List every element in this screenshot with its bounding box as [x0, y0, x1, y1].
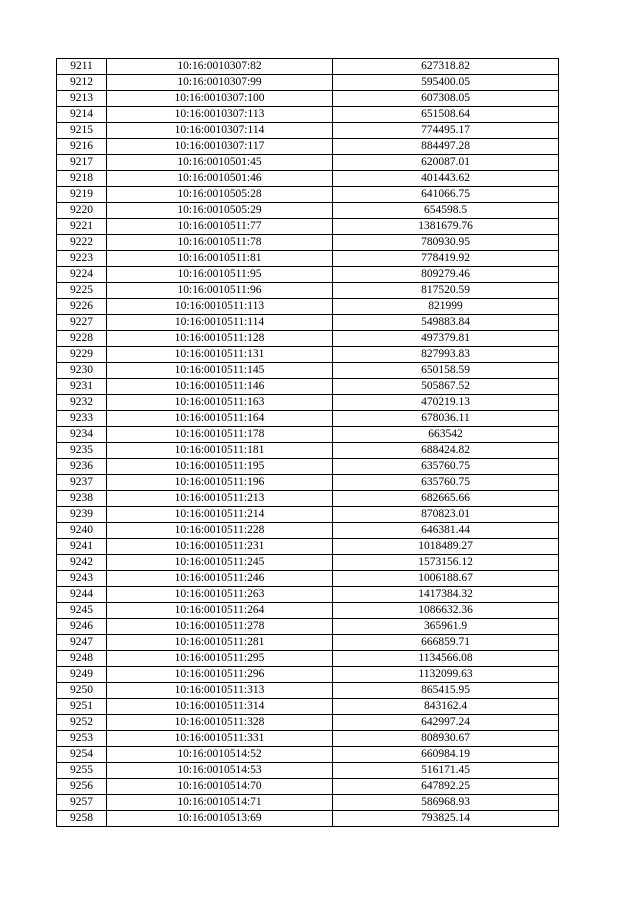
table-row: [57, 811, 559, 827]
value-cell: 821999: [333, 299, 559, 315]
value-cell: 1006188.67: [333, 571, 559, 587]
table-row: [57, 459, 559, 475]
cadastral-number-cell: 10:16:0010511:231: [107, 539, 333, 555]
cadastral-number-cell: 10:16:0010511:114: [107, 315, 333, 331]
cadastral-number-cell: 10:16:0010307:82: [107, 59, 333, 75]
table-row: [57, 427, 559, 443]
table-row: [57, 283, 559, 299]
value-cell: 635760.75: [333, 459, 559, 475]
cadastral-number-cell: 10:16:0010513:69: [107, 811, 333, 827]
table-row: [57, 139, 559, 155]
cadastral-number-cell: 10:16:0010511:214: [107, 507, 333, 523]
row-number-cell: 9244: [57, 587, 107, 603]
cadastral-number-cell: 10:16:0010511:77: [107, 219, 333, 235]
value-cell: 635760.75: [333, 475, 559, 491]
value-cell: 497379.81: [333, 331, 559, 347]
row-number-cell: 9254: [57, 747, 107, 763]
table-row: [57, 699, 559, 715]
row-number-cell: 9218: [57, 171, 107, 187]
row-number-cell: 9242: [57, 555, 107, 571]
cadastral-number-cell: 10:16:0010514:70: [107, 779, 333, 795]
table-row: [57, 395, 559, 411]
row-number-cell: 9233: [57, 411, 107, 427]
value-cell: 470219.13: [333, 395, 559, 411]
value-cell: 1132099.63: [333, 667, 559, 683]
cadastral-number-cell: 10:16:0010511:281: [107, 635, 333, 651]
row-number-cell: 9248: [57, 651, 107, 667]
row-number-cell: 9211: [57, 59, 107, 75]
value-cell: 778419.92: [333, 251, 559, 267]
row-number-cell: 9234: [57, 427, 107, 443]
table-row: [57, 587, 559, 603]
value-cell: 1086632.36: [333, 603, 559, 619]
row-number-cell: 9243: [57, 571, 107, 587]
value-cell: 808930.67: [333, 731, 559, 747]
table-row: [57, 667, 559, 683]
table-row: [57, 523, 559, 539]
value-cell: 1417384.32: [333, 587, 559, 603]
row-number-cell: 9221: [57, 219, 107, 235]
cadastral-number-cell: 10:16:0010505:29: [107, 203, 333, 219]
cadastral-number-cell: 10:16:0010511:296: [107, 667, 333, 683]
row-number-cell: 9257: [57, 795, 107, 811]
cadastral-number-cell: 10:16:0010511:264: [107, 603, 333, 619]
table-row: [57, 347, 559, 363]
row-number-cell: 9227: [57, 315, 107, 331]
table-row: [57, 411, 559, 427]
cadastral-number-cell: 10:16:0010307:100: [107, 91, 333, 107]
row-number-cell: 9212: [57, 75, 107, 91]
row-number-cell: 9240: [57, 523, 107, 539]
cadastral-number-cell: 10:16:0010511:245: [107, 555, 333, 571]
row-number-cell: 9256: [57, 779, 107, 795]
cadastral-number-cell: 10:16:0010511:328: [107, 715, 333, 731]
row-number-cell: 9225: [57, 283, 107, 299]
table-row: [57, 507, 559, 523]
cadastral-number-cell: 10:16:0010511:295: [107, 651, 333, 667]
value-cell: 505867.52: [333, 379, 559, 395]
table-row: [57, 571, 559, 587]
row-number-cell: 9251: [57, 699, 107, 715]
value-cell: 516171.45: [333, 763, 559, 779]
cadastral-number-cell: 10:16:0010501:46: [107, 171, 333, 187]
value-cell: 620087.01: [333, 155, 559, 171]
row-number-cell: 9252: [57, 715, 107, 731]
cadastral-number-cell: 10:16:0010511:146: [107, 379, 333, 395]
table-row: [57, 379, 559, 395]
value-cell: 884497.28: [333, 139, 559, 155]
row-number-cell: 9249: [57, 667, 107, 683]
table-row: [57, 619, 559, 635]
row-number-cell: 9232: [57, 395, 107, 411]
value-cell: 678036.11: [333, 411, 559, 427]
cadastral-number-cell: 10:16:0010511:263: [107, 587, 333, 603]
row-number-cell: 9245: [57, 603, 107, 619]
cadastral-number-cell: 10:16:0010511:95: [107, 267, 333, 283]
row-number-cell: 9224: [57, 267, 107, 283]
value-cell: 780930.95: [333, 235, 559, 251]
value-cell: 401443.62: [333, 171, 559, 187]
table-row: [57, 539, 559, 555]
cadastral-number-cell: 10:16:0010511:113: [107, 299, 333, 315]
value-cell: 774495.17: [333, 123, 559, 139]
value-cell: 641066.75: [333, 187, 559, 203]
row-number-cell: 9213: [57, 91, 107, 107]
cadastral-number-cell: 10:16:0010514:52: [107, 747, 333, 763]
cadastral-number-cell: 10:16:0010511:145: [107, 363, 333, 379]
table-row: [57, 363, 559, 379]
table-row: [57, 203, 559, 219]
cadastral-number-cell: 10:16:0010511:195: [107, 459, 333, 475]
value-cell: 827993.83: [333, 347, 559, 363]
value-cell: 650158.59: [333, 363, 559, 379]
cadastral-number-cell: 10:16:0010511:314: [107, 699, 333, 715]
value-cell: 1573156.12: [333, 555, 559, 571]
cadastral-number-cell: 10:16:0010511:278: [107, 619, 333, 635]
value-cell: 682665.66: [333, 491, 559, 507]
row-number-cell: 9219: [57, 187, 107, 203]
table-body: [57, 59, 559, 827]
cadastral-number-cell: 10:16:0010511:164: [107, 411, 333, 427]
cadastral-number-cell: 10:16:0010505:28: [107, 187, 333, 203]
table-row: [57, 683, 559, 699]
table-row: [57, 299, 559, 315]
table-row: [57, 123, 559, 139]
table-row: [57, 443, 559, 459]
cadastral-number-cell: 10:16:0010511:246: [107, 571, 333, 587]
cadastral-number-cell: 10:16:0010514:71: [107, 795, 333, 811]
cadastral-number-cell: 10:16:0010514:53: [107, 763, 333, 779]
table-row: [57, 267, 559, 283]
value-cell: 843162.4: [333, 699, 559, 715]
value-cell: 549883.84: [333, 315, 559, 331]
cadastral-number-cell: 10:16:0010307:117: [107, 139, 333, 155]
value-cell: 688424.82: [333, 443, 559, 459]
data-table: [56, 58, 559, 827]
table-row: [57, 171, 559, 187]
cadastral-number-cell: 10:16:0010307:113: [107, 107, 333, 123]
cadastral-number-cell: 10:16:0010511:213: [107, 491, 333, 507]
table-row: [57, 155, 559, 171]
table-row: [57, 779, 559, 795]
value-cell: 642997.24: [333, 715, 559, 731]
table-row: [57, 59, 559, 75]
cadastral-number-cell: 10:16:0010511:313: [107, 683, 333, 699]
value-cell: 1381679.76: [333, 219, 559, 235]
row-number-cell: 9238: [57, 491, 107, 507]
cadastral-number-cell: 10:16:0010511:163: [107, 395, 333, 411]
row-number-cell: 9226: [57, 299, 107, 315]
value-cell: 817520.59: [333, 283, 559, 299]
table-row: [57, 795, 559, 811]
row-number-cell: 9216: [57, 139, 107, 155]
cadastral-number-cell: 10:16:0010511:181: [107, 443, 333, 459]
row-number-cell: 9230: [57, 363, 107, 379]
value-cell: 809279.46: [333, 267, 559, 283]
table-row: [57, 187, 559, 203]
value-cell: 595400.05: [333, 75, 559, 91]
table-row: [57, 555, 559, 571]
row-number-cell: 9235: [57, 443, 107, 459]
value-cell: 1018489.27: [333, 539, 559, 555]
row-number-cell: 9250: [57, 683, 107, 699]
cadastral-number-cell: 10:16:0010501:45: [107, 155, 333, 171]
cadastral-number-cell: 10:16:0010307:99: [107, 75, 333, 91]
row-number-cell: 9239: [57, 507, 107, 523]
value-cell: 666859.71: [333, 635, 559, 651]
cadastral-number-cell: 10:16:0010511:128: [107, 331, 333, 347]
value-cell: 607308.05: [333, 91, 559, 107]
row-number-cell: 9247: [57, 635, 107, 651]
row-number-cell: 9229: [57, 347, 107, 363]
cadastral-number-cell: 10:16:0010511:228: [107, 523, 333, 539]
value-cell: 793825.14: [333, 811, 559, 827]
value-cell: 660984.19: [333, 747, 559, 763]
cadastral-number-cell: 10:16:0010511:178: [107, 427, 333, 443]
row-number-cell: 9220: [57, 203, 107, 219]
row-number-cell: 9258: [57, 811, 107, 827]
row-number-cell: 9223: [57, 251, 107, 267]
cadastral-number-cell: 10:16:0010511:196: [107, 475, 333, 491]
row-number-cell: 9217: [57, 155, 107, 171]
cadastral-number-cell: 10:16:0010511:331: [107, 731, 333, 747]
table-row: [57, 91, 559, 107]
table-row: [57, 603, 559, 619]
row-number-cell: 9237: [57, 475, 107, 491]
value-cell: 654598.5: [333, 203, 559, 219]
table-row: [57, 251, 559, 267]
value-cell: 586968.93: [333, 795, 559, 811]
table-row: [57, 219, 559, 235]
value-cell: 365961.9: [333, 619, 559, 635]
value-cell: 1134566.08: [333, 651, 559, 667]
row-number-cell: 9241: [57, 539, 107, 555]
table-row: [57, 75, 559, 91]
table-row: [57, 475, 559, 491]
value-cell: 865415.95: [333, 683, 559, 699]
table-row: [57, 731, 559, 747]
row-number-cell: 9222: [57, 235, 107, 251]
row-number-cell: 9215: [57, 123, 107, 139]
table-row: [57, 747, 559, 763]
cadastral-number-cell: 10:16:0010511:131: [107, 347, 333, 363]
row-number-cell: 9228: [57, 331, 107, 347]
table-row: [57, 491, 559, 507]
row-number-cell: 9231: [57, 379, 107, 395]
row-number-cell: 9246: [57, 619, 107, 635]
row-number-cell: 9236: [57, 459, 107, 475]
table-row: [57, 651, 559, 667]
value-cell: 651508.64: [333, 107, 559, 123]
table-row: [57, 107, 559, 123]
row-number-cell: 9214: [57, 107, 107, 123]
value-cell: 663542: [333, 427, 559, 443]
table-row: [57, 235, 559, 251]
table-row: [57, 331, 559, 347]
table-row: [57, 315, 559, 331]
row-number-cell: 9253: [57, 731, 107, 747]
table-row: [57, 715, 559, 731]
table-row: [57, 635, 559, 651]
table-row: [57, 763, 559, 779]
value-cell: 627318.82: [333, 59, 559, 75]
value-cell: 646381.44: [333, 523, 559, 539]
cadastral-number-cell: 10:16:0010511:96: [107, 283, 333, 299]
cadastral-number-cell: 10:16:0010511:78: [107, 235, 333, 251]
value-cell: 870823.01: [333, 507, 559, 523]
cadastral-number-cell: 10:16:0010307:114: [107, 123, 333, 139]
cadastral-number-cell: 10:16:0010511:81: [107, 251, 333, 267]
row-number-cell: 9255: [57, 763, 107, 779]
value-cell: 647892.25: [333, 779, 559, 795]
